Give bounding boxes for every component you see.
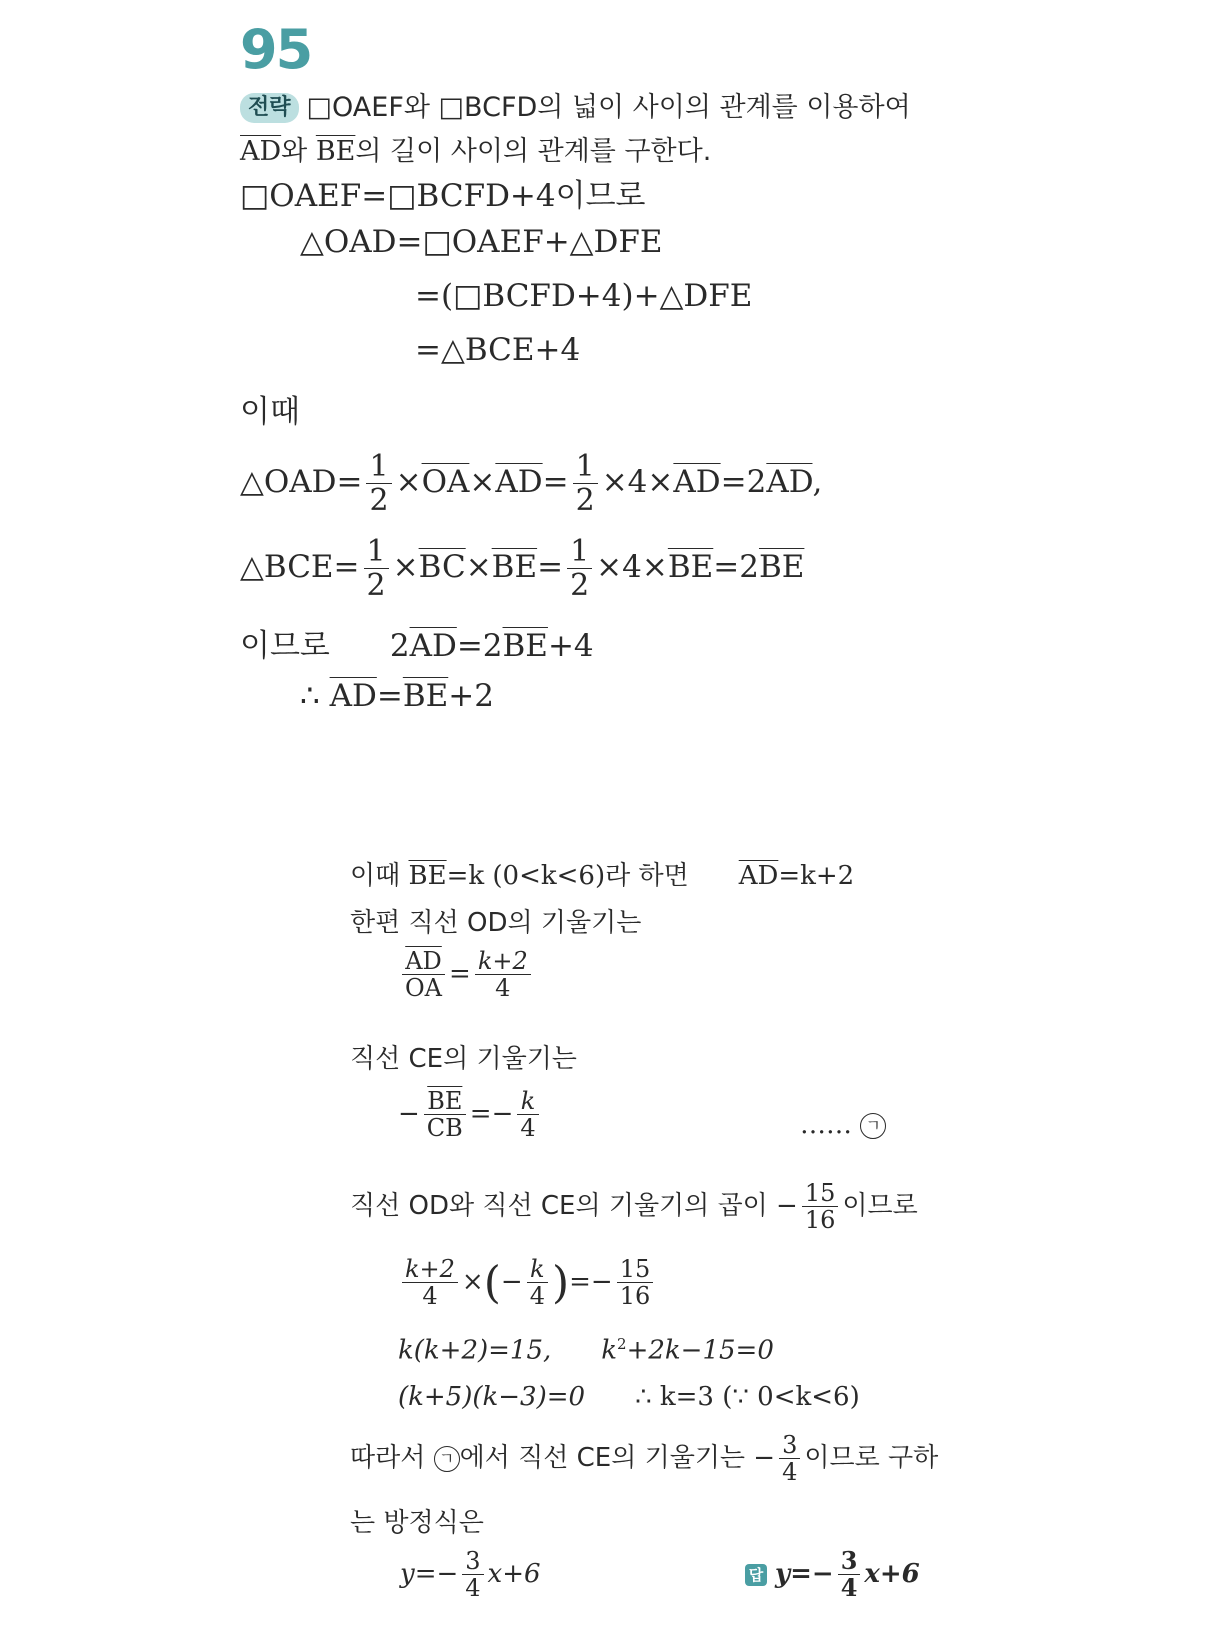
eq-line-7: △BCE= $\frac{1}{2}$ $\times\overline{BC}\times\overline{BE}=$ $\frac{1}{2}$ $\times 4\times\overline{BE}=2\overline{BE}$ (240, 534, 805, 603)
sol-line-6: 직선 OD와 직선 CE의 기울기의 곱이 − $\frac{15}{16}$ 이므로 (350, 1179, 918, 1235)
eq-line-1: □OAEF=□BCFD+4이므로 (240, 178, 646, 214)
circle-mark: ㄱ (860, 1113, 886, 1139)
sol-line-4: 직선 CE의 기울기는 (350, 1044, 577, 1074)
eq-line-3: =(□BCFD+4)+△DFE (415, 278, 753, 314)
sol-line-1: 이때 $\overline{BE}=k$ (0<k<6)라 하면 $\overline{AD}=k+2$ (350, 861, 855, 891)
sol-line-11: 는 방정식은 (350, 1508, 484, 1538)
sol-line-7: $\frac{k+2}{4}$ ×(− $\frac{k}{4}$ )=− $\frac{15}{16}$ (398, 1256, 657, 1310)
eq-line-6: △OAD= $\frac{1}{2}$ $\times\overline{OA}\times\overline{AD}=$ $\frac{1}{2}$ $\times 4\times\overline{AD}=2\overline{AD}$, (240, 449, 823, 518)
fraction-half: $\frac{1}{2}$ (573, 450, 598, 517)
sol-line-2: 한편 직선 OD의 기울기는 (350, 908, 642, 938)
final-answer: 답 y=− $\frac{3}{4}$ x+6 (745, 1548, 920, 1602)
strategy-block (240, 86, 911, 174)
sol-line-10: 따라서 ㄱ 에서 직선 CE의 기울기는 − $\frac{3}{4}$ 이므로 구하 (350, 1431, 939, 1487)
circle-mark: ㄱ (434, 1446, 460, 1472)
fraction-half: $\frac{1}{2}$ (567, 535, 592, 602)
strategy-line-1: 전략 □OAEF와 □BCFD의 넓이 사이의 관계를 이용하여 (240, 86, 911, 130)
strategy-badge: 전략 (240, 93, 299, 123)
problem-number: 95 (240, 18, 312, 81)
eq-line-5: 이때 (240, 394, 300, 430)
fraction-half: $\frac{1}{2}$ (366, 450, 391, 517)
sol-line-8: k(k+2)=15, $k^2+2k-15=0$ (398, 1335, 774, 1366)
eq-line-2: △OAD=□OAEF+△DFE (300, 224, 663, 260)
strategy-line-2: $\overline{AD}$와 $\overline{BE}$의 길이 사이의 관계를 구한다. (240, 136, 712, 167)
answer-badge: 답 (745, 1564, 767, 1586)
eq-line-8: 이므로 $2\overline{AD}=2\overline{BE}+4$ (240, 628, 594, 664)
eq-line-9: ∴ $\overline{AD}=\overline{BE}+2$ (300, 678, 494, 714)
sol-line-12: y=− $\frac{3}{4}$ x+6 (400, 1547, 541, 1603)
sol-line-9: (k+5)(k−3)=0 ∴ k=3 (∵ 0<k<6) (398, 1382, 860, 1412)
sol-line-5: − $\frac{\overline{BE}}{CB}$ =− $\frac{k}{4}$ (398, 1088, 543, 1142)
fraction-half: $\frac{1}{2}$ (364, 535, 389, 602)
sol-line-3: $\frac{\overline{AD}}{OA}$ = $\frac{k+2}{4}$ (398, 948, 535, 1002)
eq-line-4: =△BCE+4 (415, 332, 581, 368)
equation-marker: …… ㄱ (800, 1110, 886, 1140)
